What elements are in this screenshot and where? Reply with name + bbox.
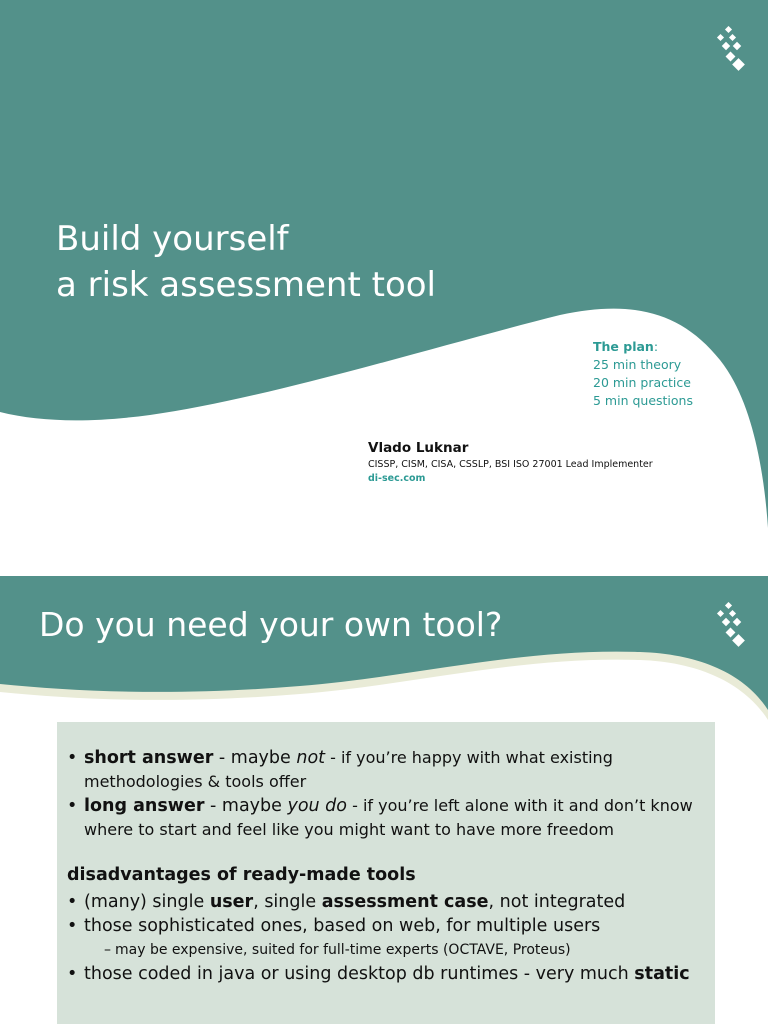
bullet-long-answer [67, 794, 707, 842]
bullet-java [67, 962, 707, 986]
bullet-text: those sophisticated ones, based on web, for multiple users [84, 916, 601, 936]
bullet-bold: static [634, 964, 690, 984]
plan-heading [593, 338, 693, 356]
bullet-dot: • [67, 964, 78, 984]
slide-title: Do you need your own tool? [39, 605, 503, 644]
bullet-emphasis: not [296, 748, 326, 768]
content-slide [0, 576, 768, 1024]
bullet-emphasis: you do [287, 796, 348, 816]
bullet-dot: • [67, 892, 78, 912]
author-block [368, 438, 653, 486]
bullet-single-user [67, 890, 707, 914]
bullet-sep: - maybe [213, 748, 297, 768]
bullet-rest-line1: - if you’re happy with what existing [325, 748, 613, 767]
presentation-title [56, 216, 436, 308]
bullet-text: , single [253, 892, 322, 912]
plan-item-questions: 5 min questions [593, 393, 693, 408]
section-heading: disadvantages of ready-made tools [67, 865, 416, 885]
diamond-cluster-logo-icon [714, 602, 748, 648]
plan-label: The plan [593, 339, 654, 354]
plan-item-theory: 25 min theory [593, 357, 682, 372]
spacer [67, 842, 707, 862]
bullet-rest-line2: where to start and feel like you might want to have more freedom [84, 820, 614, 839]
bullet-text: those coded in java or using desktop db runtimes - very much [84, 964, 635, 984]
bullet-lead: short answer [84, 748, 214, 768]
author-credentials: CISSP, CISM, CISA, CSSLP, BSI ISO 27001 Lead Implementer [368, 459, 653, 470]
bullet-text: (many) single [84, 892, 210, 912]
sub-bullet-expensive [67, 938, 707, 962]
title-line-2: a risk assessment tool [56, 265, 436, 305]
bullet-lead: long answer [84, 796, 205, 816]
author-name: Vlado Luknar [368, 440, 469, 456]
bullet-dot: • [67, 796, 78, 816]
bullet-short-answer [67, 746, 707, 794]
bullet-bold: user [209, 892, 254, 912]
diamond-cluster-logo-icon [714, 26, 748, 72]
content-box [57, 722, 715, 1024]
bullet-rest-line2: methodologies & tools offer [84, 772, 307, 791]
sub-bullet-text: may be expensive, suited for full-time experts (OCTAVE, Proteus) [115, 942, 571, 958]
bullet-dot: • [67, 748, 78, 768]
author-website: di-sec.com [368, 473, 426, 484]
bullet-sep: - maybe [204, 796, 288, 816]
bullet-bold: assessment case [321, 892, 489, 912]
title-line-1: Build yourself [56, 219, 289, 259]
plan-item-practice: 20 min practice [593, 375, 691, 390]
bullet-sophisticated [67, 914, 707, 938]
bullet-rest-line1: - if you’re left alone with it and don’t know [347, 796, 693, 815]
sub-bullet-dash: – [104, 942, 111, 958]
plan-box [593, 338, 693, 410]
plan-colon: : [653, 339, 659, 354]
bullet-text: , not integrated [488, 892, 626, 912]
bullet-dot: • [67, 916, 78, 936]
